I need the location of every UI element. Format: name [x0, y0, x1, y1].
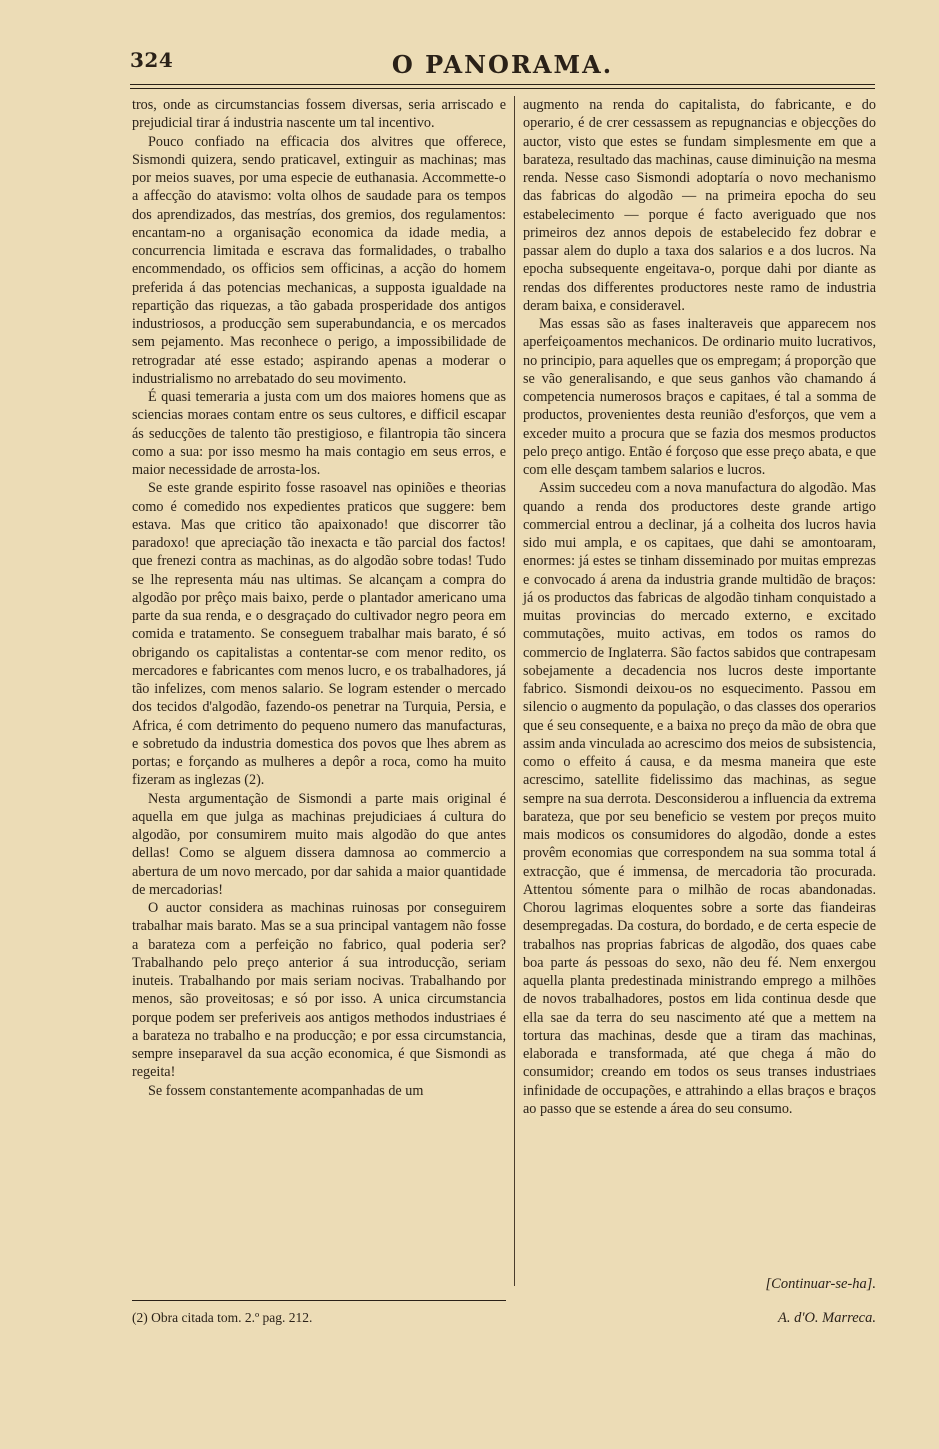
paragraph: Se este grande espirito fosse rasoavel nas opiniões e theorias como é comedido nos expedientes praticos que suggere: bem estava. Mas que critico tão apaixonado! que discorrer tão paradoxo! que apreciação tão inexacta e tão parcial dos factos! que frenezi contra as machinas, as do algodão sobre todas! Tudo se lhe representa máu nas ultimas. Se alcançam a compra do algodão por prêço mais baixo, perde o plantador americano uma parte da sua renda, e o desgraçado do cultivador negro peora em comida e tratamento. Se conseguem trabalhar mais barato, é só obrigando os capitalistas a contentar-se com menor redito, os mercadores e fabricantes com menos lucro, e os trabalhadores, já tão infelizes, com menos salario. Se logram estender o mercado dos tecidos d'algodão, fazendo-os penetrar na Turquia, Persia, e Africa, é com detrimento do pequeno numero das manufacturas, e sobretudo da industria domestica dos povos que lhes abrem as portas; e forçando as mulheres a depôr a roca, como ha muito fizeram as inglezas (2).	[132, 480, 506, 789]
journal-title: O PANORAMA.	[391, 50, 614, 79]
right-column	[523, 96, 876, 1118]
footnote-rule	[132, 1300, 506, 1301]
paragraph: Se fossem constantemente acompanhadas de um	[148, 1082, 424, 1099]
header-rule-thin	[130, 88, 875, 89]
paragraph: O auctor considera as machinas ruinosas por conseguirem trabalhar mais barato. Mas se a sua principal vantagem não fosse a barateza com a perfeição no fabrico, qual poderia ser? Trabalhando pelo preço anterior á sua introducção, seriam inuteis. Trabalhando por mais seriam nocivas. Trabalhando por menos, são proveitosas; e só por isso. A unica circumstancia porque podem ser preferiveis aos antigos methodos industriaes é a barateza no trabalho e na producção; e por essa circumstancia, sempre inseparavel da sua acção economica, é que Sismondi as regeita!	[132, 900, 506, 1081]
paragraph: Mas essas são as fases inalteraveis que apparecem nos aperfeiçoamentos mechanicos. De ordinario muito lucrativos, no principio, para aquelles que os empregam; á proporção que se vão generalisando, e que seus ganhos vão chamando á competencia numerosos braços e capitaes, é tal a somma de productos, provenientes desta reunião d'esforços, que vem a exceder muito a procura que se fazia dos mesmos productos pelo preço antigo. Então é forçoso que esse preço abata, e que com elle desçam tambem salarios e lucros.	[523, 316, 876, 478]
paragraph: tros, onde as circumstancias fossem diversas, seria arriscado e prejudicial tirar á industria nascente um tal incentivo.	[132, 97, 506, 132]
continuation-note: [Continuar-se-ha].	[765, 1276, 876, 1292]
paragraph: augmento na renda do capitalista, do fabricante, e do operario, é de crer cessassem as repugnancias e objecções do auctor, visto que estes se fundam simplesmente em que a barateza, resultado das machinas, cause diminuição na mesma renda. Nesse caso Sismondi adoptaría o novo mechanismo das fabricas do algodão — na primeira epocha do seu estabelecimento — porque é facto averiguado que nos primeiros dez annos depois de estabelecido fez dobrar e passar alem do duplo a taxa dos salarios e a dos lucros. Na epocha subsequente engeitava-o, porque dahi por diante as rendas dos differentes productores neste ramo de industria deram baixa, e consideravel.	[523, 97, 876, 314]
header-rule	[130, 84, 875, 85]
paragraph: É quasi temeraria a justa com um dos maiores homens que as sciencias moraes contam entre os seus cultores, e difficil escapar ás seducções de talento tão prestigioso, e filantropia tão sincera como a sua: por isso mesmo ha mais contagio em seus erros, e maior necessidade de arrosta-los.	[132, 389, 506, 478]
page-header	[130, 44, 875, 80]
author-signature: A. d'O. Marreca.	[777, 1310, 876, 1326]
paragraph: Assim succedeu com a nova manufactura do algodão. Mas quando a renda dos productores deste grande artigo commercial entrou a declinar, já a colheita dos lucros havia sido mui ampla, e os capitaes, que dahi se amontoaram, enormes: já estes se tinham disseminado por muitas emprezas e convocado á arena da industria grande multidão de braços: já os productos das fabricas de algodão tinham conquistado a muitas provincias do mercado externo, e excitado commutações, muito activas, em todos os ramos do commercio de Inglaterra. São factos sabidos que contrapesam sobejamente a decadencia nos lucros deste importante fabrico. Sismondi deixou-os no esquecimento. Passou em silencio o augmento da população, o das classes dos operarios que é seu consequente, e a baixa no preço da mão de obra que assim anda vinculada ao acrescimo dos meios de subsistencia, como o effeito á causa, e da mesma maneira que este acrescimo, satellite fidelissimo das machinas, as segue sempre na sua derrota. Desconsiderou a influencia da extrema barateza, que por seu beneficio se vestem por preços muito mais modicos os consumidores do algodão, donde a estes provêm economias que correspondem na sua somma total á extracção, que é immensa, de mercadoria tão procurada. Attentou sómente para o milhão de rocas abandonadas. Chorou lagrimas eloquentes sobre a sorte das fiandeiras desempregadas. Da costura, do bordado, e de certa especie de trabalhos nas proprias fabricas de algodão, dos quaes cabe boa parte ás pessoas do sexo, não deu fé. Nem enxergou aquella planta predestinada ministrando emprego a milhões de novos trabalhadores, postos em lida continua desde que ella sae da terra do seu nascimento até que a mettem na tortura das machinas, desde que a tiram das machinas, elaborada e transformada, até que chega á mão do consumidor; creando em todos os seus transes industriaes infinidade de occupações, e attrahindo a ellas braços e braços ao passo que se estende a área do seu consumo.	[523, 480, 876, 1117]
column-divider	[514, 96, 515, 1286]
footnote: (2) Obra citada tom. 2.º pag. 212.	[132, 1310, 313, 1325]
paragraph: Pouco confiado na efficacia dos alvitres que offerece, Sismondi quizera, sendo praticavel, extinguir as machinas; mas por meios suaves, por uma especie de euthanasia. Accommette-o a affecção do atavismo: volta olhos de saudade para os tempos dos aprendizados, das mestrías, dos gremios, dos regulamentos: encantam-no a organisação economica da idade media, a concurrencia limitada e escrava das formalidades, o trabalho encommendado, os officios sem officinas, a acção do homem preferida á das potencias mechanicas, a supposta igualdade na repartição das riquezas, a tão gabada prosperidade dos antigos industriosos, a producção sem superabundancia, e os mercados sem pejamento. Mas reconhece o perigo, a impossibilidade de retrogradar até esse estado; aspirando apenas a moderar o industrialismo no arrebatado do seu movimento.	[132, 133, 506, 387]
page-number: 324	[130, 48, 174, 72]
left-column	[132, 96, 506, 1100]
paragraph: Nesta argumentação de Sismondi a parte mais original é aquella em que julga as machinas prejudiciaes á cultura do algodão, por consumirem muito mais algodão do que antes dellas! Como se alguem dissera damnosa ao commercio a abertura de um novo mercado, por dar sahida a maior quantidade de mercadorias!	[132, 790, 506, 898]
